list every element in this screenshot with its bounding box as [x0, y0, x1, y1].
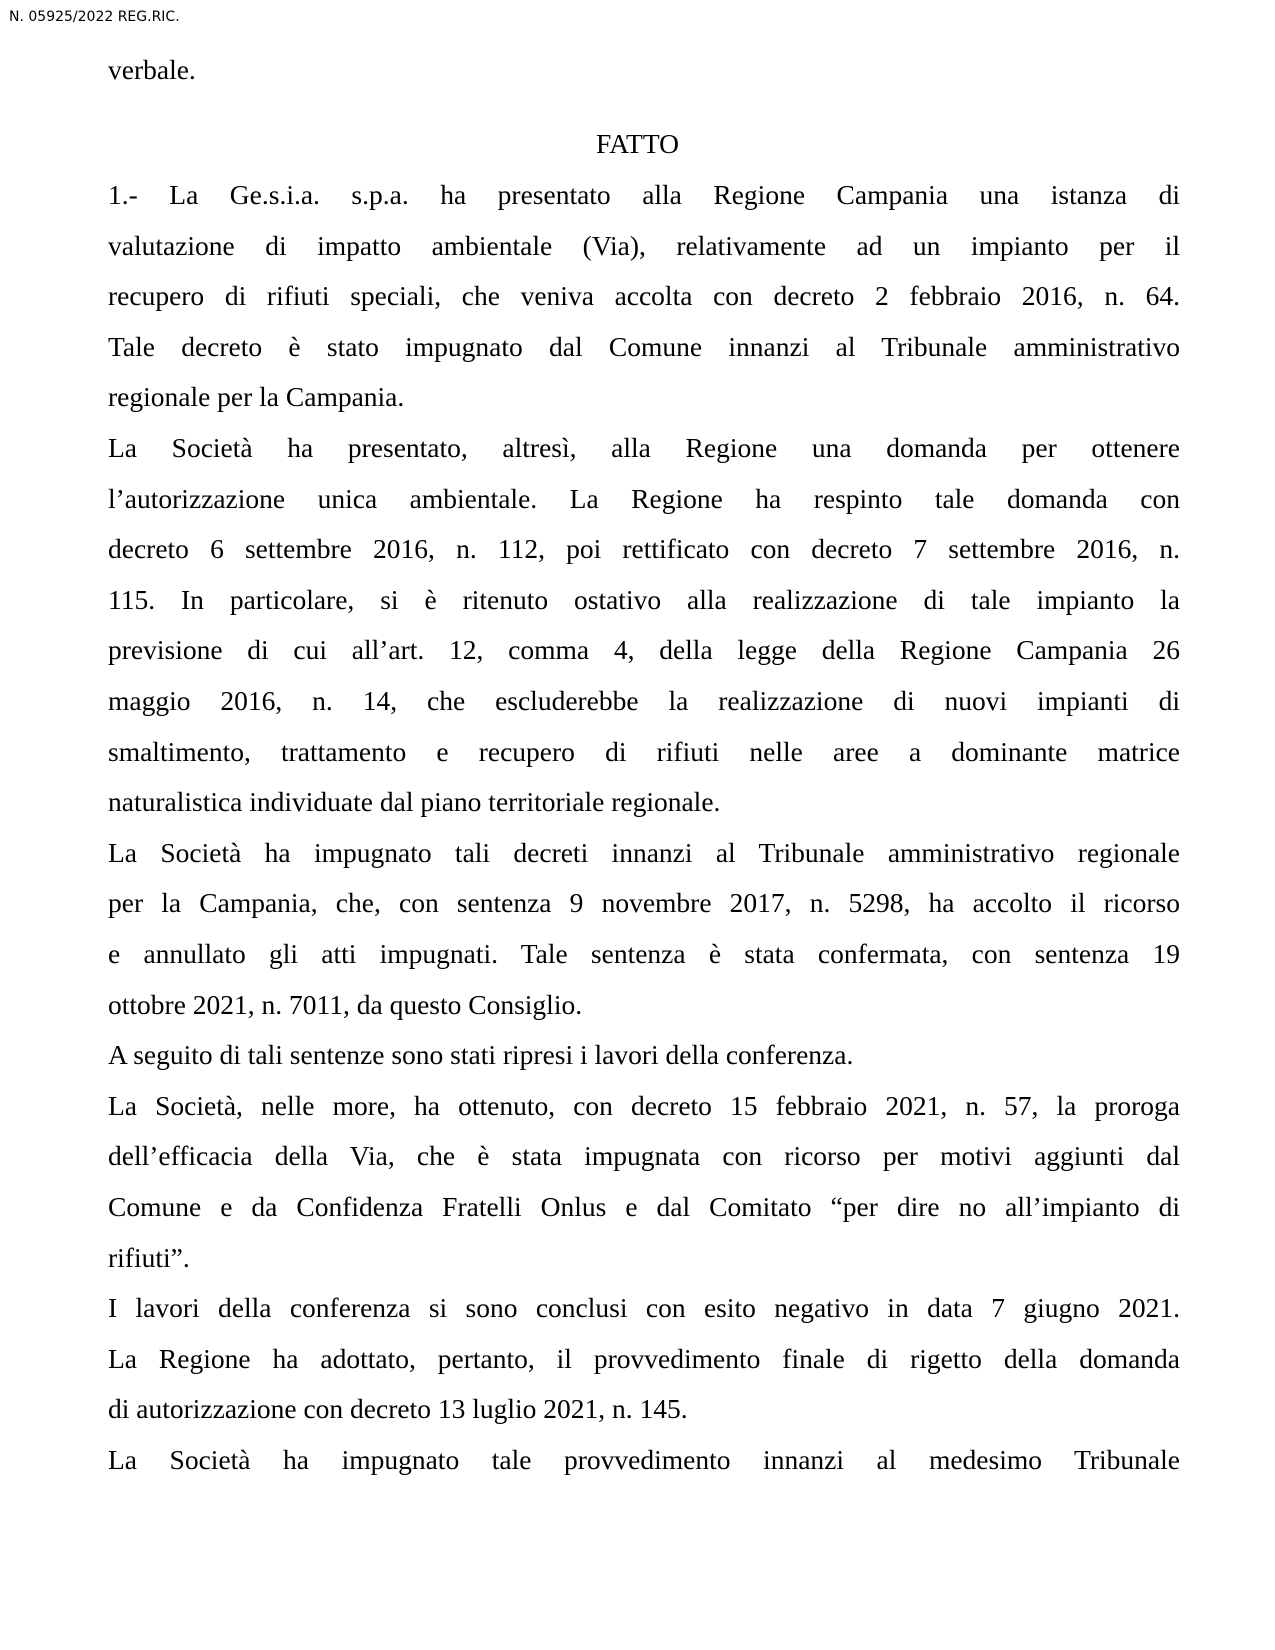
body-text-line: La Società ha impugnato tali decreti innanzi al Tribunale amministrativo regionale	[108, 837, 1180, 868]
body-text-line: naturalistica individuate dal piano territoriale regionale.	[108, 786, 721, 817]
body-text-line: dell’efficacia della Via, che è stata impugnata con ricorso per motivi aggiunti dal	[108, 1140, 1180, 1171]
body-text-line: I lavori della conferenza si sono conclusi con esito negativo in data 7 giugno 2021.	[108, 1292, 1180, 1323]
body-text-line: ottobre 2021, n. 7011, da questo Consiglio.	[108, 989, 583, 1020]
body-text-line: previsione di cui all’art. 12, comma 4, della legge della Regione Campania 26	[108, 634, 1180, 665]
body-text-line: recupero di rifiuti speciali, che veniva accolta con decreto 2 febbraio 2016, n. 64.	[108, 280, 1180, 311]
body-text-line: La Società ha presentato, altresì, alla Regione una domanda per ottenere	[108, 432, 1180, 463]
opening-line: verbale.	[108, 54, 196, 85]
case-reference-number: N. 05925/2022 REG.RIC.	[9, 9, 180, 25]
body-text-line: maggio 2016, n. 14, che escluderebbe la realizzazione di nuovi impianti di	[108, 685, 1180, 716]
section-title: FATTO	[595, 128, 680, 159]
body-text-line: valutazione di impatto ambientale (Via), relativamente ad un impianto per il	[108, 230, 1180, 261]
body-text-line: La Società, nelle more, ha ottenuto, con decreto 15 febbraio 2021, n. 57, la proroga	[108, 1090, 1180, 1121]
body-text-line: A seguito di tali sentenze sono stati ripresi i lavori della conferenza.	[108, 1039, 854, 1070]
body-text-line: e annullato gli atti impugnati. Tale sentenza è stata confermata, con sentenza 19	[108, 938, 1180, 969]
body-text-line: decreto 6 settembre 2016, n. 112, poi rettificato con decreto 7 settembre 2016, n.	[108, 533, 1180, 564]
body-text-line: 1.- La Ge.s.i.a. s.p.a. ha presentato alla Regione Campania una istanza di	[108, 179, 1180, 210]
body-text-line: rifiuti”.	[108, 1242, 190, 1273]
body-text-line: La Regione ha adottato, pertanto, il provvedimento finale di rigetto della domanda	[108, 1343, 1180, 1374]
body-text-line: La Società ha impugnato tale provvedimento innanzi al medesimo Tribunale	[108, 1444, 1180, 1475]
body-text-line: 115. In particolare, si è ritenuto ostativo alla realizzazione di tale impianto la	[108, 584, 1180, 615]
body-text-line: l’autorizzazione unica ambientale. La Regione ha respinto tale domanda con	[108, 483, 1180, 514]
body-text-line: di autorizzazione con decreto 13 luglio 2021, n. 145.	[108, 1393, 688, 1424]
body-text-line: Tale decreto è stato impugnato dal Comune innanzi al Tribunale amministrativo	[108, 331, 1180, 362]
body-text-line: Comune e da Confidenza Fratelli Onlus e dal Comitato “per dire no all’impianto di	[108, 1191, 1180, 1222]
body-text-line: per la Campania, che, con sentenza 9 novembre 2017, n. 5298, ha accolto il ricorso	[108, 887, 1180, 918]
body-text-line: regionale per la Campania.	[108, 381, 405, 412]
body-text-line: smaltimento, trattamento e recupero di rifiuti nelle aree a dominante matrice	[108, 736, 1180, 767]
